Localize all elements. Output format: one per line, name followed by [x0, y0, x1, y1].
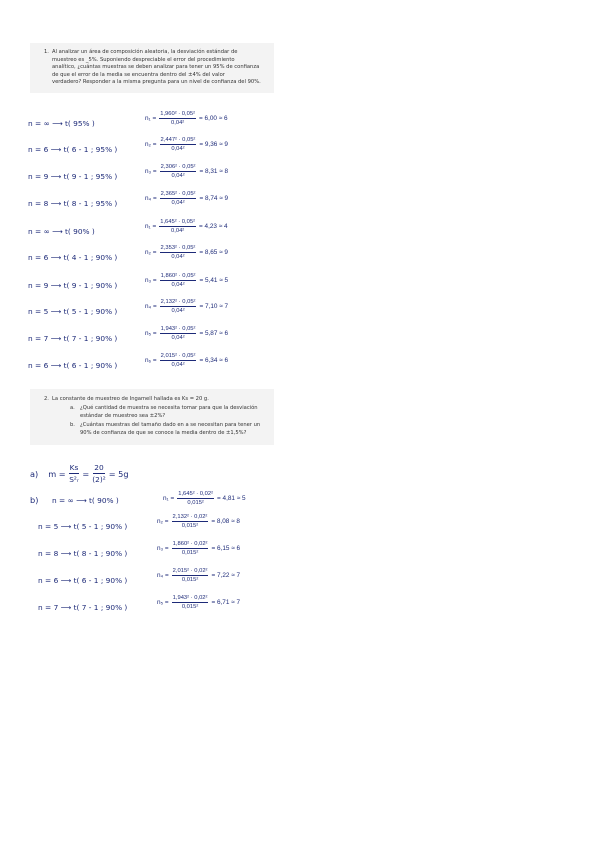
equation-result: = 7,10 ≈ 7: [199, 303, 229, 310]
sample-size-equation: [145, 191, 228, 206]
sample-size-equation: [145, 273, 228, 288]
equation-fraction: [160, 273, 197, 288]
equation-name: n₁ =: [145, 115, 157, 122]
sample-size-equation: [145, 353, 228, 368]
fraction-numerator: 2,132² · 0,05²: [160, 299, 196, 305]
equation-fraction: [160, 191, 197, 206]
equation-name: n₂ =: [157, 518, 169, 525]
equation-name: n₃ =: [145, 277, 157, 284]
sample-size-equation: [157, 514, 240, 529]
problem-1-line: analítico, ¿cuántas muestras se deben analizar para tener un 95% de confianza: [52, 64, 260, 71]
equation-fraction: [159, 219, 196, 234]
condition-text: n = 6 ⟶ t( 6 - 1 ; 90% ): [28, 361, 118, 370]
problem-1-number: 1.: [44, 49, 49, 55]
condition-text: n = 8 ⟶ t( 8 - 1 ; 90% ): [38, 549, 128, 558]
fraction-denominator: 0,015²: [181, 550, 199, 556]
fraction-denominator: 0,015²: [181, 577, 199, 583]
answer-a: [30, 463, 129, 484]
answer-a-lhs: m =: [48, 468, 66, 479]
equation-result: = 8,08 ≈ 8: [211, 518, 240, 525]
equation-result: = 4,81 ≈ 5: [217, 495, 246, 502]
answer-a-fraction-1: [69, 463, 80, 484]
answer-a-equals: =: [82, 468, 90, 479]
problem-1-line: muestreo es _5%. Suponiendo despreciable el error del procedimiento: [52, 56, 235, 63]
problem-2-a-line: ¿Qué cantidad de muestra se necesita tomar para que la desviación: [80, 405, 258, 411]
problem-2-b-line: 90% de confianza de que se conoce la media dentro de ±1,5%?: [80, 429, 247, 436]
equation-fraction: [160, 164, 197, 179]
fraction-numerator: 1,645² · 0,05²: [160, 219, 196, 225]
condition-text: n = 5 ⟶ t( 5 - 1 ; 90% ): [38, 522, 128, 531]
equation-result: = 5,87 ≈ 6: [199, 330, 229, 337]
problem-2-a-line: estándar de muestreo sea ±2%?: [80, 412, 166, 419]
equation-fraction: [160, 245, 197, 260]
fraction-denominator: 0,04²: [171, 254, 185, 260]
fraction-denominator: 0,015²: [187, 500, 204, 506]
equation-name: n₃ =: [157, 545, 169, 552]
answer-b-first-equation: [163, 491, 246, 506]
equation-result: = 6,71 ≈ 7: [211, 599, 241, 606]
fraction-denominator: 0,04²: [171, 146, 185, 152]
problem-2-intro: La constante de muestreo de Ingamell hallada es Ks = 20 g.: [52, 396, 209, 402]
answer-b-label: b): [30, 495, 39, 505]
equation-fraction: [160, 353, 197, 368]
equation-result: = 6,15 ≈ 6: [211, 545, 241, 552]
sample-size-equation: [145, 111, 228, 126]
equation-name: n₂ =: [145, 141, 157, 148]
problem-1-line: Al analizar un área de composición aleatoria, la desviación estándar de: [52, 49, 238, 55]
equation-result: = 9,36 ≈ 9: [199, 141, 228, 148]
fraction-denominator: 0,04²: [171, 120, 185, 126]
equation-name: n₄ =: [145, 195, 157, 202]
condition-text: n = ∞ ⟶ t( 90% ): [28, 227, 95, 236]
fraction-numerator: 2,132² · 0,02²: [172, 514, 208, 520]
fraction-numerator: 1,960² · 0,05²: [160, 111, 196, 117]
condition-text: n = 5 ⟶ t( 5 - 1 ; 90% ): [28, 307, 118, 316]
fraction-numerator: 2,015² · 0,02²: [172, 568, 208, 574]
fraction-numerator: 2,365² · 0,05²: [160, 191, 196, 197]
fraction-numerator: 2,447² · 0,05²: [160, 137, 196, 143]
fraction-denominator: 0,015²: [181, 523, 199, 529]
sample-size-equation: [157, 568, 240, 583]
equation-result: = 4,23 ≈ 4: [199, 223, 228, 230]
equation-result: = 6,00 ≈ 6: [199, 115, 228, 122]
problem-2-box: [30, 389, 274, 445]
problem-1-box: [30, 43, 274, 93]
fraction-numerator: 2,015² · 0,05²: [160, 353, 196, 359]
fraction-denominator: 0,04²: [171, 173, 185, 179]
condition-text: n = 6 ⟶ t( 6 - 1 ; 95% ): [28, 145, 118, 154]
equation-fraction: [160, 299, 197, 314]
equation-name: n₅ =: [157, 599, 169, 606]
fraction-denominator: 0,04²: [171, 200, 185, 206]
problem-2-b-line: ¿Cuántas muestras del tamaño dado en a se necesitan para tener un: [80, 422, 261, 428]
problem-2-a-label: a.: [70, 405, 75, 411]
condition-text: n = 7 ⟶ t( 7 - 1 ; 90% ): [38, 603, 128, 612]
answer-a-fraction-2: [92, 463, 105, 484]
fraction-numerator: 2,353² · 0,05²: [160, 245, 196, 251]
condition-text: n = 6 ⟶ t( 4 - 1 ; 90% ): [28, 253, 118, 262]
fraction-numerator: 2,306² · 0,05²: [160, 164, 196, 170]
fraction-denominator: 0,015²: [181, 604, 199, 610]
equation-name: n₂ =: [145, 249, 157, 256]
equation-name: n₄ =: [145, 303, 157, 310]
equation-fraction: [160, 137, 197, 152]
condition-text: n = 9 ⟶ t( 9 - 1 ; 90% ): [28, 281, 118, 290]
equation-name: n₃ =: [145, 168, 157, 175]
sample-size-equation: [157, 595, 240, 610]
fraction-denominator: S²ᵣ: [69, 475, 79, 484]
equation-fraction: [159, 111, 196, 126]
answer-a-result: = 5g: [108, 468, 129, 479]
condition-text: n = 9 ⟶ t( 9 - 1 ; 95% ): [28, 172, 118, 181]
equation-result: = 6,34 ≈ 6: [199, 357, 229, 364]
problem-2-b-label: b.: [70, 422, 75, 428]
sample-size-equation: [145, 326, 228, 341]
fraction-numerator: 20: [94, 463, 104, 472]
fraction-numerator: Ks: [69, 463, 79, 472]
condition-text: n = 7 ⟶ t( 7 - 1 ; 90% ): [28, 334, 118, 343]
equation-fraction: [177, 491, 214, 506]
condition-text: n = 6 ⟶ t( 6 - 1 ; 90% ): [38, 576, 128, 585]
equation-name: n₁ =: [163, 495, 175, 502]
fraction-numerator: 1,645² · 0,02²: [178, 491, 214, 497]
problem-2-number: 2.: [44, 396, 49, 402]
fraction-denominator: (2)²: [92, 475, 106, 484]
fraction-denominator: 0,04²: [171, 282, 185, 288]
fraction-numerator: 1,943² · 0,05²: [160, 326, 196, 332]
fraction-denominator: 0,04²: [171, 228, 185, 234]
problem-1-line: de que el error de la media se encuentra dentro del ±4% del valor: [52, 71, 225, 78]
sample-size-equation: [145, 299, 228, 314]
equation-name: n₄ =: [157, 572, 169, 579]
sample-size-equation: [145, 245, 228, 260]
condition-text: n = ∞ ⟶ t( 95% ): [28, 119, 95, 128]
equation-name: n₆ =: [145, 357, 157, 364]
equation-fraction: [160, 326, 197, 341]
fraction-denominator: 0,04²: [171, 308, 185, 314]
sample-size-equation: [145, 164, 228, 179]
equation-fraction: [172, 514, 209, 529]
sample-size-equation: [145, 219, 228, 234]
fraction-numerator: 1,860² · 0,05²: [160, 273, 196, 279]
fraction-denominator: 0,04²: [171, 335, 185, 341]
equation-name: n₁ =: [145, 223, 157, 230]
fraction-numerator: 1,943² · 0,02²: [172, 595, 208, 601]
equation-fraction: [172, 595, 209, 610]
answer-b-first-left: n = ∞ ⟶ t( 90% ): [52, 496, 119, 505]
equation-result: = 8,74 ≈ 9: [199, 195, 229, 202]
problem-1-line: verdadero? Responder a la misma pregunta para un nivel de confianza del 90%.: [52, 79, 261, 86]
fraction-numerator: 1,860² · 0,02²: [172, 541, 208, 547]
equation-fraction: [172, 568, 209, 583]
fraction-denominator: 0,04²: [171, 362, 185, 368]
sample-size-equation: [157, 541, 240, 556]
answer-a-label: a): [30, 468, 39, 479]
sample-size-equation: [145, 137, 228, 152]
equation-result: = 7,22 ≈ 7: [211, 572, 241, 579]
equation-fraction: [172, 541, 209, 556]
condition-text: n = 8 ⟶ t( 8 - 1 ; 95% ): [28, 199, 118, 208]
equation-result: = 5,41 ≈ 5: [199, 277, 229, 284]
equation-name: n₅ =: [145, 330, 157, 337]
equation-result: = 8,65 ≈ 9: [199, 249, 228, 256]
equation-result: = 8,31 ≈ 8: [199, 168, 229, 175]
